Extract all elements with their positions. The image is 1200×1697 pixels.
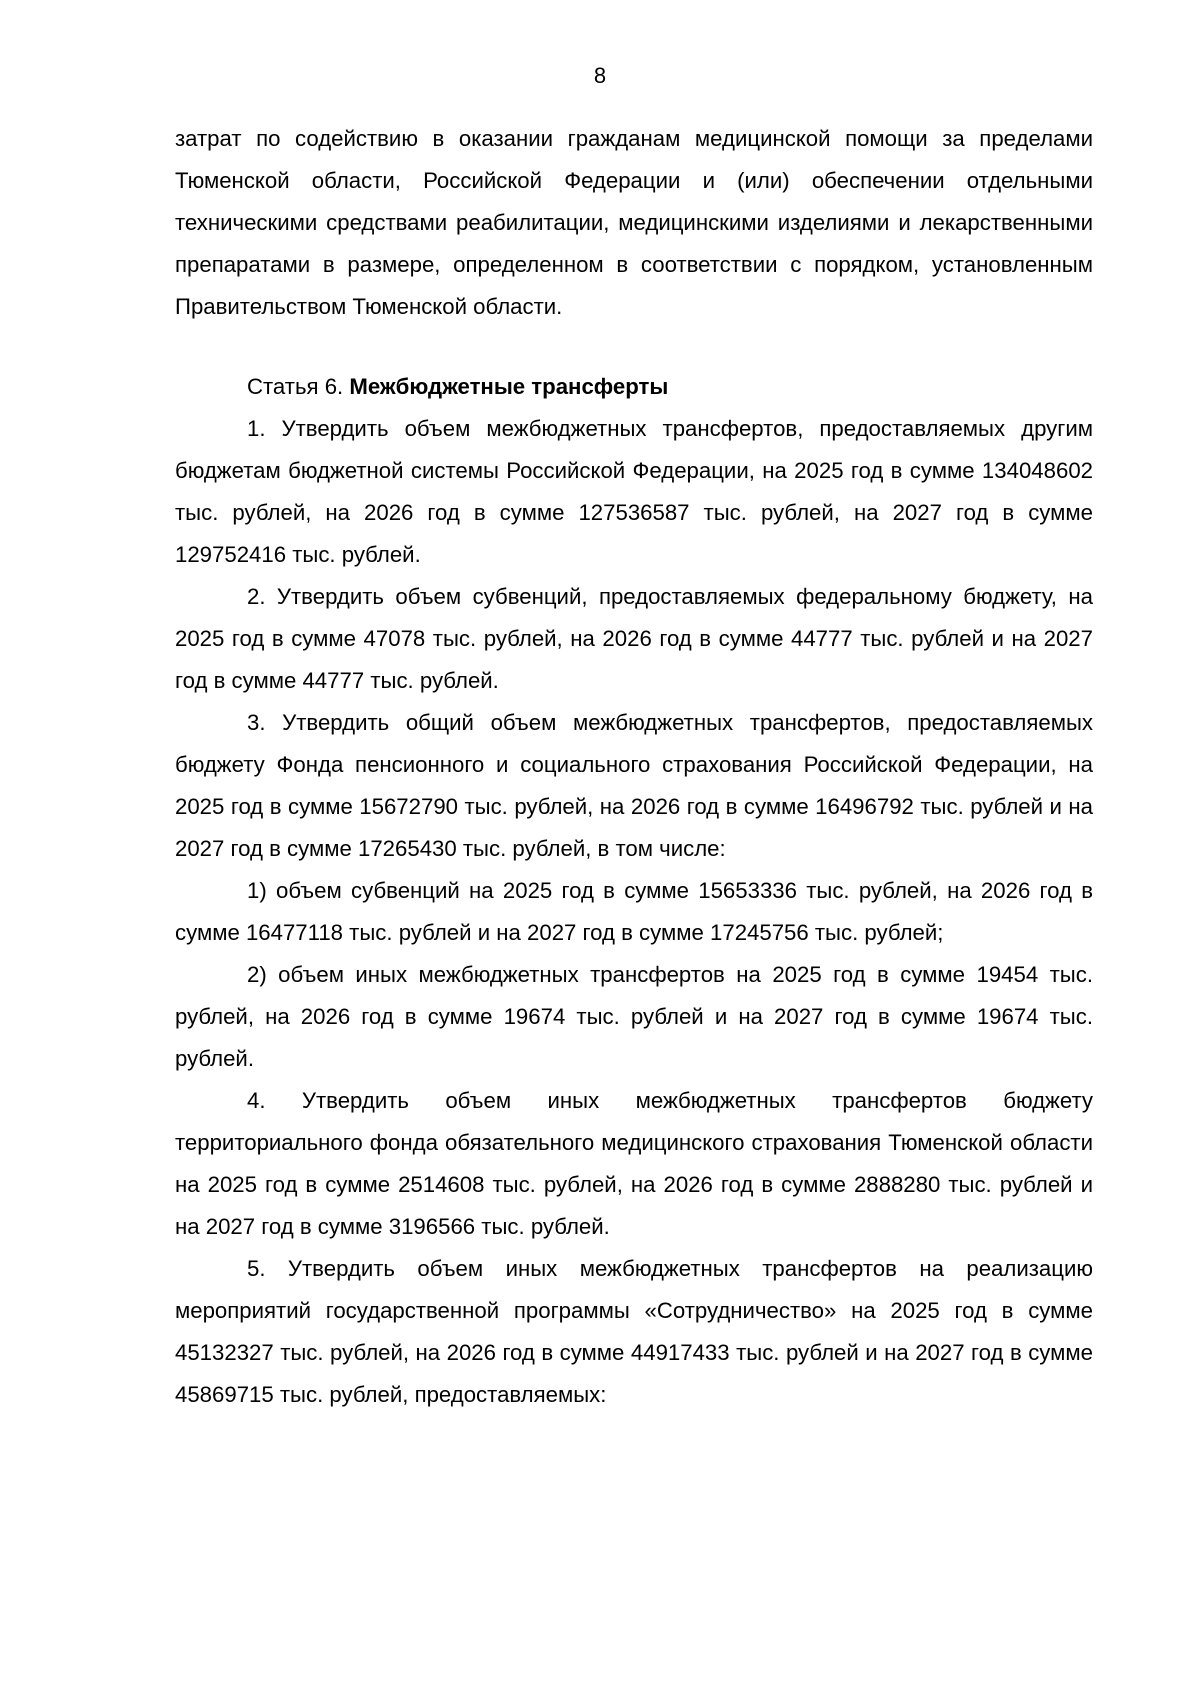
paragraph-1: 1. Утвердить объем межбюджетных трансфертов, предоставляемых другим бюджетам бюджетной системы Российской Федерации, на 2025 год в сумме 134048602 тыс. рублей, на 2026 год в сумме 127536587 тыс. рублей, на 2027 год в сумме 129752416 тыс. рублей. (175, 416, 1093, 567)
paragraph-2: 2. Утвердить объем субвенций, предоставляемых федеральному бюджету, на 2025 год в сумме 47078 тыс. рублей, на 2026 год в сумме 44777 тыс. рублей и на 2027 год в сумме 44777 тыс. рублей. (175, 584, 1093, 693)
paragraph-3-item-1: 1) объем субвенций на 2025 год в сумме 15653336 тыс. рублей, на 2026 год в сумме 16477118 тыс. рублей и на 2027 год в сумме 17245756 тыс. рублей; (175, 878, 1093, 945)
paragraph-5: 5. Утвердить объем иных межбюджетных трансфертов на реализацию мероприятий государственной программы «Сотрудничество» на 2025 год в сумме 45132327 тыс. рублей, на 2026 год в сумме 44917433 тыс. рублей и на 2027 год в сумме 45869715 тыс. рублей, предоставляемых: (175, 1256, 1093, 1407)
article-title: Межбюджетные трансферты (349, 374, 669, 399)
paragraph-continued: затрат по содействию в оказании гражданам медицинской помощи за пределами Тюменской области, Российской Федерации и (или) обеспечении отдельными техническими средствами реабилитации, медицинскими изделиями и лекарственными препаратами в размере, определенном в соответствии с порядком, установленным Правительством Тюменской области. (175, 126, 1093, 319)
paragraph-3: 3. Утвердить общий объем межбюджетных трансфертов, предоставляемых бюджету Фонда пенсионного и социального страхования Российской Федерации, на 2025 год в сумме 15672790 тыс. рублей, на 2026 год в сумме 16496792 тыс. рублей и на 2027 год в сумме 17265430 тыс. рублей, в том числе: (175, 710, 1093, 861)
paragraph-3-item-2: 2) объем иных межбюджетных трансфертов на 2025 год в сумме 19454 тыс. рублей, на 2026 год в сумме 19674 тыс. рублей и на 2027 год в сумме 19674 тыс. рублей. (175, 962, 1093, 1071)
document-body (175, 118, 1093, 1416)
article-heading (175, 366, 1093, 408)
paragraph-4: 4. Утвердить объем иных межбюджетных трансфертов бюджету территориального фонда обязательного медицинского страхования Тюменской области на 2025 год в сумме 2514608 тыс. рублей, на 2026 год в сумме 2888280 тыс. рублей и на 2027 год в сумме 3196566 тыс. рублей. (175, 1088, 1093, 1239)
page-number: 8 (593, 63, 607, 88)
article-number: Статья 6. (247, 374, 344, 399)
spacer (175, 328, 1093, 366)
